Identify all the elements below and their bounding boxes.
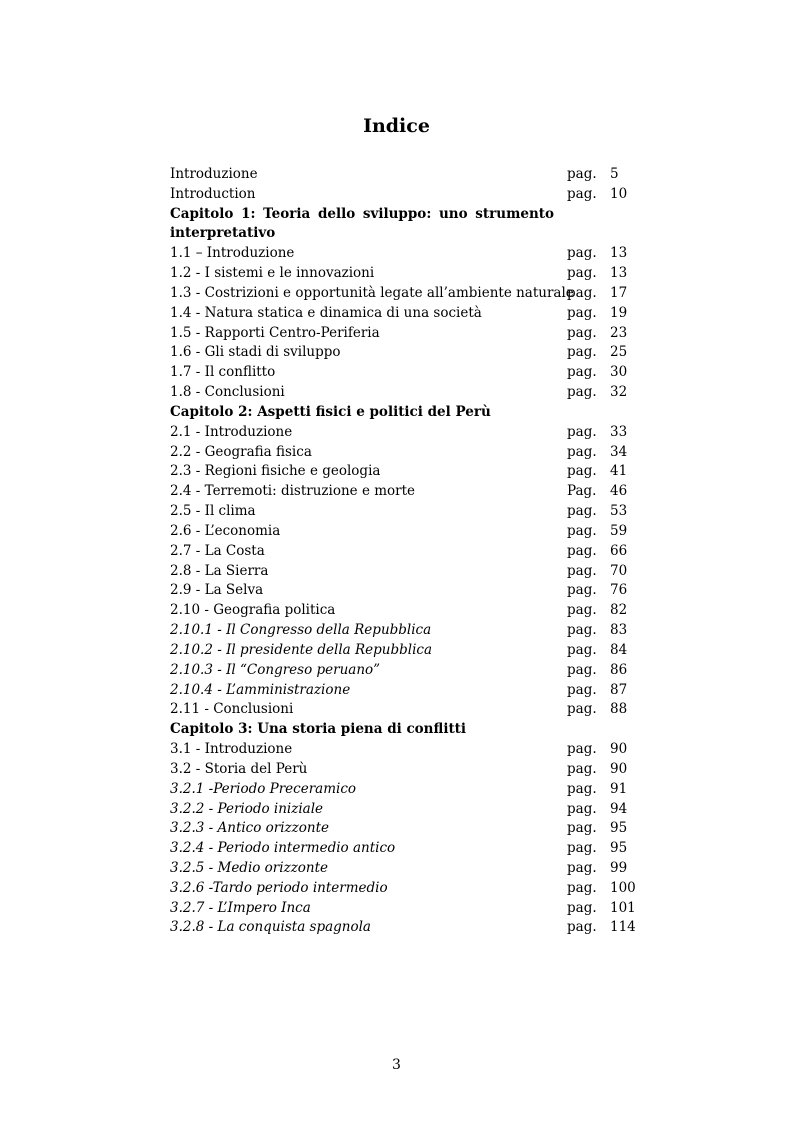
- toc-entry-pag-label: pag.: [567, 760, 597, 777]
- toc-entry-page-number: 5: [610, 166, 619, 182]
- toc-entry-page-number: 76: [610, 582, 628, 599]
- toc-entry-pag-label: pag.: [567, 800, 597, 817]
- toc-entry-pag-label: pag.: [567, 919, 597, 936]
- toc-entry-title: Capitolo 3: Una storia piena di conflitti: [170, 721, 467, 738]
- toc-entry-title: 3.1 - Introduzione: [170, 741, 293, 758]
- toc-entry-page-number: 59: [610, 522, 628, 539]
- toc-entry-title: 2.1 - Introduzione: [170, 423, 293, 440]
- toc-entry: [170, 918, 640, 938]
- toc-entry: [170, 899, 640, 919]
- toc-entry-pag-label: pag.: [567, 503, 597, 520]
- toc-entry-pag-label: pag.: [567, 780, 597, 797]
- toc-entry-title: 2.10.4 - L’amministrazione: [170, 681, 351, 698]
- toc-entry: [170, 681, 640, 701]
- toc-entry-pag-label: pag.: [567, 443, 597, 460]
- toc-entry-title: Introduction: [170, 185, 256, 202]
- toc-entry-page-number: 100: [610, 879, 636, 896]
- toc-entry: [170, 185, 640, 205]
- toc-entry-title: 3.2.2 - Periodo iniziale: [170, 800, 324, 817]
- toc-entry-page-number: 90: [610, 760, 628, 777]
- toc-entry: [170, 800, 640, 820]
- toc-entry-pag-label: pag.: [567, 562, 597, 579]
- toc-entry-pag-label: pag.: [567, 701, 597, 718]
- toc-entry-pag-label: pag.: [567, 820, 597, 837]
- toc-entry-title: 3.2.1 -Periodo Preceramico: [170, 780, 357, 797]
- toc-entry-pag-label: pag.: [567, 522, 597, 539]
- toc-entry-pag-label: pag.: [567, 304, 597, 321]
- toc-entry-pag-label: pag.: [567, 364, 597, 381]
- toc-entry: [170, 661, 640, 681]
- toc-entry-title: 3.2.7 - L’Impero Inca: [170, 899, 311, 916]
- toc-entry-page-number: 53: [610, 503, 628, 520]
- toc-entry-pag-label: pag.: [567, 741, 597, 758]
- toc-entry: [170, 819, 640, 839]
- toc-entry-pag-label: pag.: [567, 423, 597, 440]
- toc-entry: [170, 462, 640, 482]
- toc-entry: [170, 740, 640, 760]
- toc-entry-pag-label: pag.: [567, 542, 597, 559]
- toc-entry-title: 3.2.8 - La conquista spagnola: [170, 919, 371, 936]
- toc-entry-title: Introduzione: [170, 166, 258, 182]
- toc-entry: [170, 601, 640, 621]
- toc-entry-pag-label: Pag.: [567, 483, 597, 500]
- toc-entry-title: 2.6 - L’economia: [170, 522, 281, 539]
- toc-entry-page-number: 34: [610, 443, 628, 460]
- toc-entry: [170, 502, 640, 522]
- toc-entry: [170, 700, 640, 720]
- toc-entry-pag-label: pag.: [567, 879, 597, 896]
- toc-entry: [170, 165, 640, 185]
- toc-entry: [170, 621, 640, 641]
- toc-entry-title: 3.2.5 - Medio orizzonte: [170, 859, 329, 876]
- toc-entry-pag-label: pag.: [567, 840, 597, 857]
- toc-entry: [170, 562, 640, 582]
- toc-entry-title: 2.10.3 - Il “Congreso peruano”: [170, 661, 381, 678]
- toc-entry-title: 2.7 - La Costa: [170, 542, 265, 559]
- toc-entry-page-number: 90: [610, 741, 628, 758]
- toc-entry-page-number: 70: [610, 562, 628, 579]
- toc-entry-title: 1.2 - I sistemi e le innovazioni: [170, 265, 375, 282]
- toc-entry-pag-label: pag.: [567, 899, 597, 916]
- toc-entry: [170, 839, 640, 859]
- toc-entry-title: 2.10.1 - Il Congresso della Repubblica: [170, 622, 432, 639]
- toc-chapter-heading: [170, 720, 640, 740]
- toc-entry-page-number: 10: [610, 185, 628, 202]
- toc-entry-pag-label: pag.: [567, 641, 597, 658]
- toc-entry: [170, 859, 640, 879]
- toc-entry: [170, 542, 640, 562]
- toc-entry-pag-label: pag.: [567, 602, 597, 619]
- toc-entry: [170, 264, 640, 284]
- toc-entry-pag-label: pag.: [567, 463, 597, 480]
- toc-entry-page-number: 88: [610, 701, 628, 718]
- toc-entry-pag-label: pag.: [567, 384, 597, 401]
- toc-entry-title: 1.4 - Natura statica e dinamica di una società: [170, 304, 482, 321]
- page-title: Indice: [363, 115, 430, 137]
- toc-entry-page-number: 46: [610, 483, 628, 500]
- toc-entry: [170, 343, 640, 363]
- toc-entry-title: 1.1 – Introduzione: [170, 245, 295, 262]
- toc-entry-page-number: 101: [610, 899, 636, 916]
- toc-entry-page-number: 99: [610, 859, 628, 876]
- toc-entry-title: 2.4 - Terremoti: distruzione e morte: [170, 483, 416, 500]
- toc-entry-title: 3.2.4 - Periodo intermedio antico: [170, 840, 396, 857]
- toc-entry-page-number: 83: [610, 622, 628, 639]
- toc-entry-pag-label: pag.: [567, 265, 597, 282]
- toc-entry-title: 1.6 - Gli stadi di sviluppo: [170, 344, 341, 361]
- toc-entry: [170, 760, 640, 780]
- toc-entry-pag-label: pag.: [567, 859, 597, 876]
- toc-entry-pag-label: pag.: [567, 681, 597, 698]
- toc-entry-page-number: 17: [610, 284, 628, 301]
- toc-entry: [170, 324, 640, 344]
- toc-entry-pag-label: pag.: [567, 324, 597, 341]
- toc-entry-title: 2.11 - Conclusioni: [170, 701, 294, 718]
- toc-entry-page-number: 95: [610, 840, 628, 857]
- toc-entry-pag-label: pag.: [567, 582, 597, 599]
- toc-entry-pag-label: pag.: [567, 245, 597, 262]
- toc-entry: [170, 879, 640, 899]
- toc-entry: [170, 522, 640, 542]
- toc-entry-page-number: 13: [610, 245, 628, 262]
- toc-entry: [170, 780, 640, 800]
- toc-entry-title: 1.7 - Il conflitto: [170, 364, 276, 381]
- toc-entry-pag-label: pag.: [567, 622, 597, 639]
- toc-entry-pag-label: pag.: [567, 344, 597, 361]
- toc-entry-title: 3.2.3 - Antico orizzonte: [170, 820, 330, 837]
- toc-entry-title: 1.5 - Rapporti Centro-Periferia: [170, 324, 380, 341]
- toc-entry-page-number: 23: [610, 324, 628, 341]
- toc-entry-pag-label: pag.: [567, 284, 597, 301]
- toc-entry-page-number: 19: [610, 304, 628, 321]
- toc-entry: [170, 581, 640, 601]
- toc-entry-title: 3.2.6 -Tardo periodo intermedio: [170, 879, 388, 896]
- toc-entry: [170, 304, 640, 324]
- toc-entry: [170, 423, 640, 443]
- toc-entry-page-number: 91: [610, 780, 628, 797]
- toc-entry-title: 2.5 - Il clima: [170, 503, 256, 520]
- toc-entry-title: 2.2 - Geografia fisica: [170, 443, 312, 460]
- toc-entry: [170, 244, 640, 264]
- toc-entry-title: Capitolo 2: Aspetti fisici e politici del Perù: [170, 403, 491, 420]
- table-of-contents: [170, 165, 640, 938]
- toc-entry-page-number: 41: [610, 463, 628, 480]
- page-number: 3: [392, 1057, 401, 1073]
- toc-entry-page-number: 30: [610, 364, 628, 381]
- toc-entry-title: Capitolo 1: Teoria dello sviluppo: uno strumento interpretativo: [170, 205, 554, 242]
- toc-entry-page-number: 95: [610, 820, 628, 837]
- toc-entry-page-number: 25: [610, 344, 628, 361]
- toc-entry-page-number: 94: [610, 800, 628, 817]
- toc-entry-title: 3.2 - Storia del Perù: [170, 760, 308, 777]
- toc-entry-page-number: 32: [610, 384, 628, 401]
- toc-entry-title: 2.3 - Regioni fisiche e geologia: [170, 463, 381, 480]
- toc-entry-title: 2.10.2 - Il presidente della Repubblica: [170, 641, 433, 658]
- toc-entry-title: 1.8 - Conclusioni: [170, 384, 285, 401]
- toc-entry-pag-label: pag.: [567, 166, 597, 182]
- toc-entry: [170, 383, 640, 403]
- toc-entry-title: 2.9 - La Selva: [170, 582, 264, 599]
- toc-entry-page-number: 87: [610, 681, 628, 698]
- toc-entry-page-number: 13: [610, 265, 628, 282]
- toc-entry-page-number: 33: [610, 423, 628, 440]
- toc-entry: [170, 284, 640, 304]
- toc-chapter-heading: [170, 205, 640, 245]
- toc-entry-page-number: 84: [610, 641, 628, 658]
- toc-entry: [170, 443, 640, 463]
- toc-entry: [170, 363, 640, 383]
- toc-entry-page-number: 114: [610, 919, 636, 936]
- toc-chapter-heading: [170, 403, 640, 423]
- toc-entry: [170, 641, 640, 661]
- toc-entry-pag-label: pag.: [567, 185, 597, 202]
- toc-entry-title: 1.3 - Costrizioni e opportunità legate all’ambiente naturale: [170, 284, 574, 301]
- toc-entry: [170, 482, 640, 502]
- toc-entry-page-number: 66: [610, 542, 628, 559]
- toc-entry-page-number: 82: [610, 602, 628, 619]
- toc-entry-page-number: 86: [610, 661, 628, 678]
- toc-entry-pag-label: pag.: [567, 661, 597, 678]
- toc-entry-title: 2.8 - La Sierra: [170, 562, 269, 579]
- toc-entry-title: 2.10 - Geografia politica: [170, 602, 336, 619]
